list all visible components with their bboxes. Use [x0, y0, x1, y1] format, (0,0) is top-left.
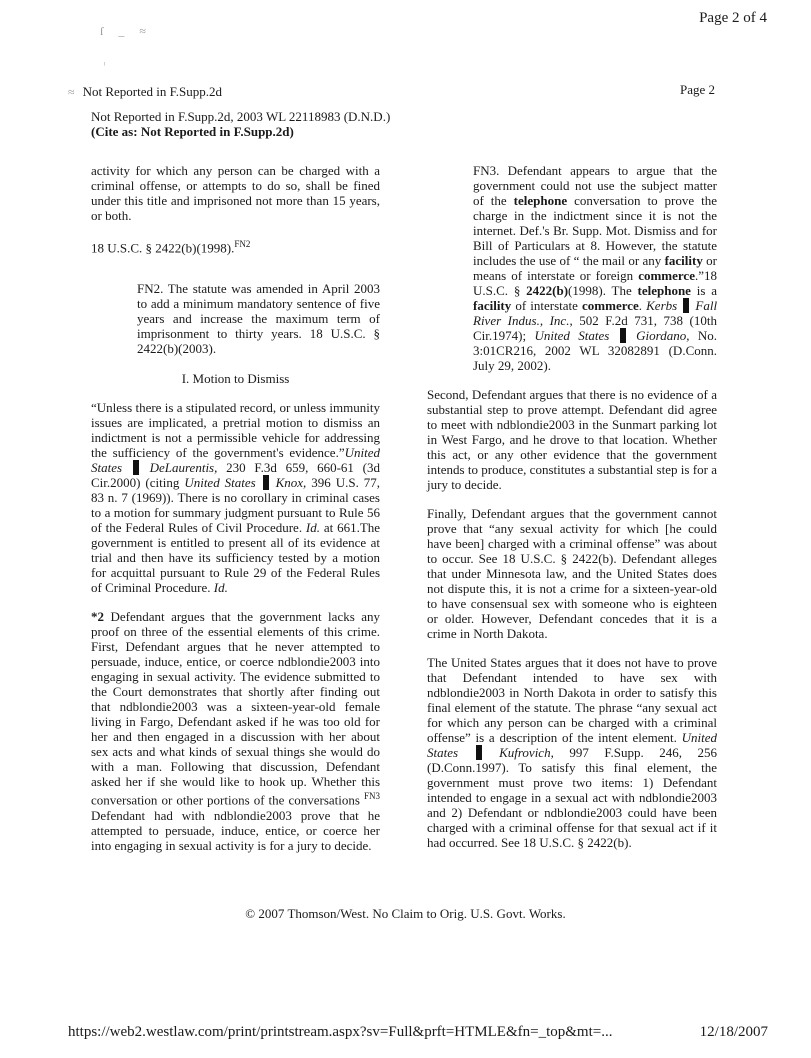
reporter-text: Not Reported in F.Supp.2d [82, 84, 223, 99]
document-icon: ≈ [68, 85, 75, 99]
case-link[interactable]: Fall River Indus., Inc., [473, 298, 718, 328]
case-link[interactable]: United States [534, 328, 610, 343]
redaction-bar [683, 298, 689, 313]
page-of-indicator: Page 2 of 4 [699, 10, 767, 26]
redaction-bar [263, 475, 269, 490]
print-url: https://web2.westlaw.com/print/printstream.aspx?sv=Full&prft=HTMLE&fn=_top&mt=... [68, 1024, 613, 1040]
cite-as-line: (Cite as: Not Reported in F.Supp.2d) [91, 124, 294, 139]
case-link[interactable]: Kerbs [646, 298, 678, 313]
paragraph-intent: The United States argues that it does not have to prove that Defendant intended to have sex with ndblondie2003 in North Dakota in order to satisfy this final element of the statute. The phrase “any sexual act for which any person can be charged with a criminal offense” is a description of the intent element. United States Kufrovich, 997 F.Supp. 246, 256 (D.Conn.1997). To satisfy this final element, the government must prove two items: 1) Defendant intended to engage in a sexual act with ndblondie2003 and 2) Defendant or ndblondie2003 could have been charged with a criminal offense for that sexual act if it had occurred. See 18 U.S.C. § 2422(b). [427, 655, 718, 850]
redaction-bar [620, 328, 626, 343]
case-link[interactable]: Kufrovich, [499, 745, 554, 760]
statute-cite: 18 U.S.C. § 2422(b)(1998).$^{FN2}$ [91, 239, 251, 256]
footnote-fn3: FN3. Defendant appears to argue that the government could not use the subject matter of the telephone conversation to prove the charge in the indictment since it is not the internet. Def.'s Br. Supp. Mot. Dismiss and for Bill of Particulars at 8. However, the statute includes the use of “ the mail or any facility or means of interstate or foreign commerce.”18 U.S.C. § 2422(b)(1998). The telephone is a facility of interstate commerce. Kerbs Fall River Indus., Inc., 502 F.2d 731, 738 (10th Cir.1974); United States Giordano, No. 3:01CR216, 2002 WL 32082891 (D.Conn. July 29, 2002). [473, 163, 718, 373]
paragraph-elements: *2 Defendant argues that the government lacks any proof on three of the essential elements of this crime. First, Defendant argues that he never attempted to persuade, induce, entice, or coerce ndblondie2003 into engaging in sexual activity. The evidence submitted to the Court demonstrates that shortly after finding out that ndblondie2003 was a sixteen-year-old female living in Fargo, Defendant asked if he was too old for her and then engaged in a discussion with her about sex acts and what kinds of sexual things she would do with a man. Following that discussion, Defendant asked her if she would like to hook up. Whether this conversation or other portions of the conversations $^{FN3}$ Defendant had with ndblondie2003 prove that he attempted to persuade, induce, entice, or coerce her into engaging in sexual activity is for a jury to decide. [91, 609, 380, 853]
redaction-bar [133, 460, 139, 475]
citation-line: Not Reported in F.Supp.2d, 2003 WL 22118983 (D.N.D.) [91, 109, 391, 124]
case-link[interactable]: United States [184, 475, 256, 491]
case-link[interactable]: Knox, [275, 475, 307, 491]
case-link[interactable]: United States [427, 730, 718, 760]
statute-text: activity for which any person can be charged with a criminal offense, or attempts to do so, shall be fined under this title and imprisoned not more than 15 years, or both. [91, 163, 380, 223]
footnote-fn2: FN2. The statute was amended in April 2003 to add a minimum mandatory sentence of five years and increase the maximum term of imprisonment to thirty years. 18 U.S.C. § 2422(b)(2003). [137, 281, 380, 357]
case-link[interactable]: Giordano, [636, 328, 690, 343]
right-column [427, 163, 717, 864]
star-page: *2 [91, 609, 104, 625]
fn3-link[interactable]: FN3 [363, 791, 380, 802]
redaction-bar [476, 745, 482, 760]
case-link[interactable]: DeLaurentis, [149, 460, 218, 476]
section-heading: I. Motion to Dismiss [181, 371, 290, 387]
left-column [91, 163, 380, 867]
reporter-header [68, 84, 222, 100]
scribble-marks: ſ _ ≈ [100, 24, 152, 38]
paragraph-sexual-activity: Finally, Defendant argues that the government cannot prove that “any sexual activity for which [he could have been] charged with a criminal offense” was about to occur. See 18 U.S.C. § 2422(b). Defendant alleges that under Minnesota law, and the United States does not dispute this, it is not a crime for a sixteen-year-old to have consensual sex with someone who is eighteen or older. However, Defendant concedes that it is a crime in North Dakota. [427, 506, 717, 641]
print-date: 12/18/2007 [699, 1024, 768, 1040]
page-label: Page 2 [679, 82, 715, 97]
copyright-footer: © 2007 Thomson/West. No Claim to Orig. U.S. Govt. Works. [245, 906, 566, 921]
paragraph-motion-dismiss: “Unless there is a stipulated record, or unless immunity issues are implicated, a pretrial motion to dismiss an indictment is not a permissible vehicle for addressing the sufficiency of the government's evidence.”United States DeLaurentis, 230 F.3d 659, 660-61 (3d Cir.2000) (citing United States Knox, 396 U.S. 77, 83 n. 7 (1969)). There is no corollary in criminal cases to a motion for summary judgment pursuant to Rule 56 of the Federal Rules of Civil Procedure. Id. at 661.The government is entitled to present all of its evidence at trial and then have its sufficiency tested by a motion for acquittal pursuant to Rule 29 of the Federal Rules of Criminal Procedure. Id. [91, 400, 381, 596]
fn2-link[interactable]: FN2 [234, 239, 251, 249]
case-link[interactable]: United States [91, 445, 380, 476]
paragraph-substantial-step: Second, Defendant argues that there is no evidence of a substantial step to prove attempt. Defendant did agree to meet with ndblondie2003 in the Sunmart parking lot in West Fargo, and he drove to that location. Whether this act, or any other evidence that the government intends to produce, constitutes a substantial step is for a jury to decide. [427, 387, 717, 492]
scribble-mark: ˡ [104, 60, 106, 70]
